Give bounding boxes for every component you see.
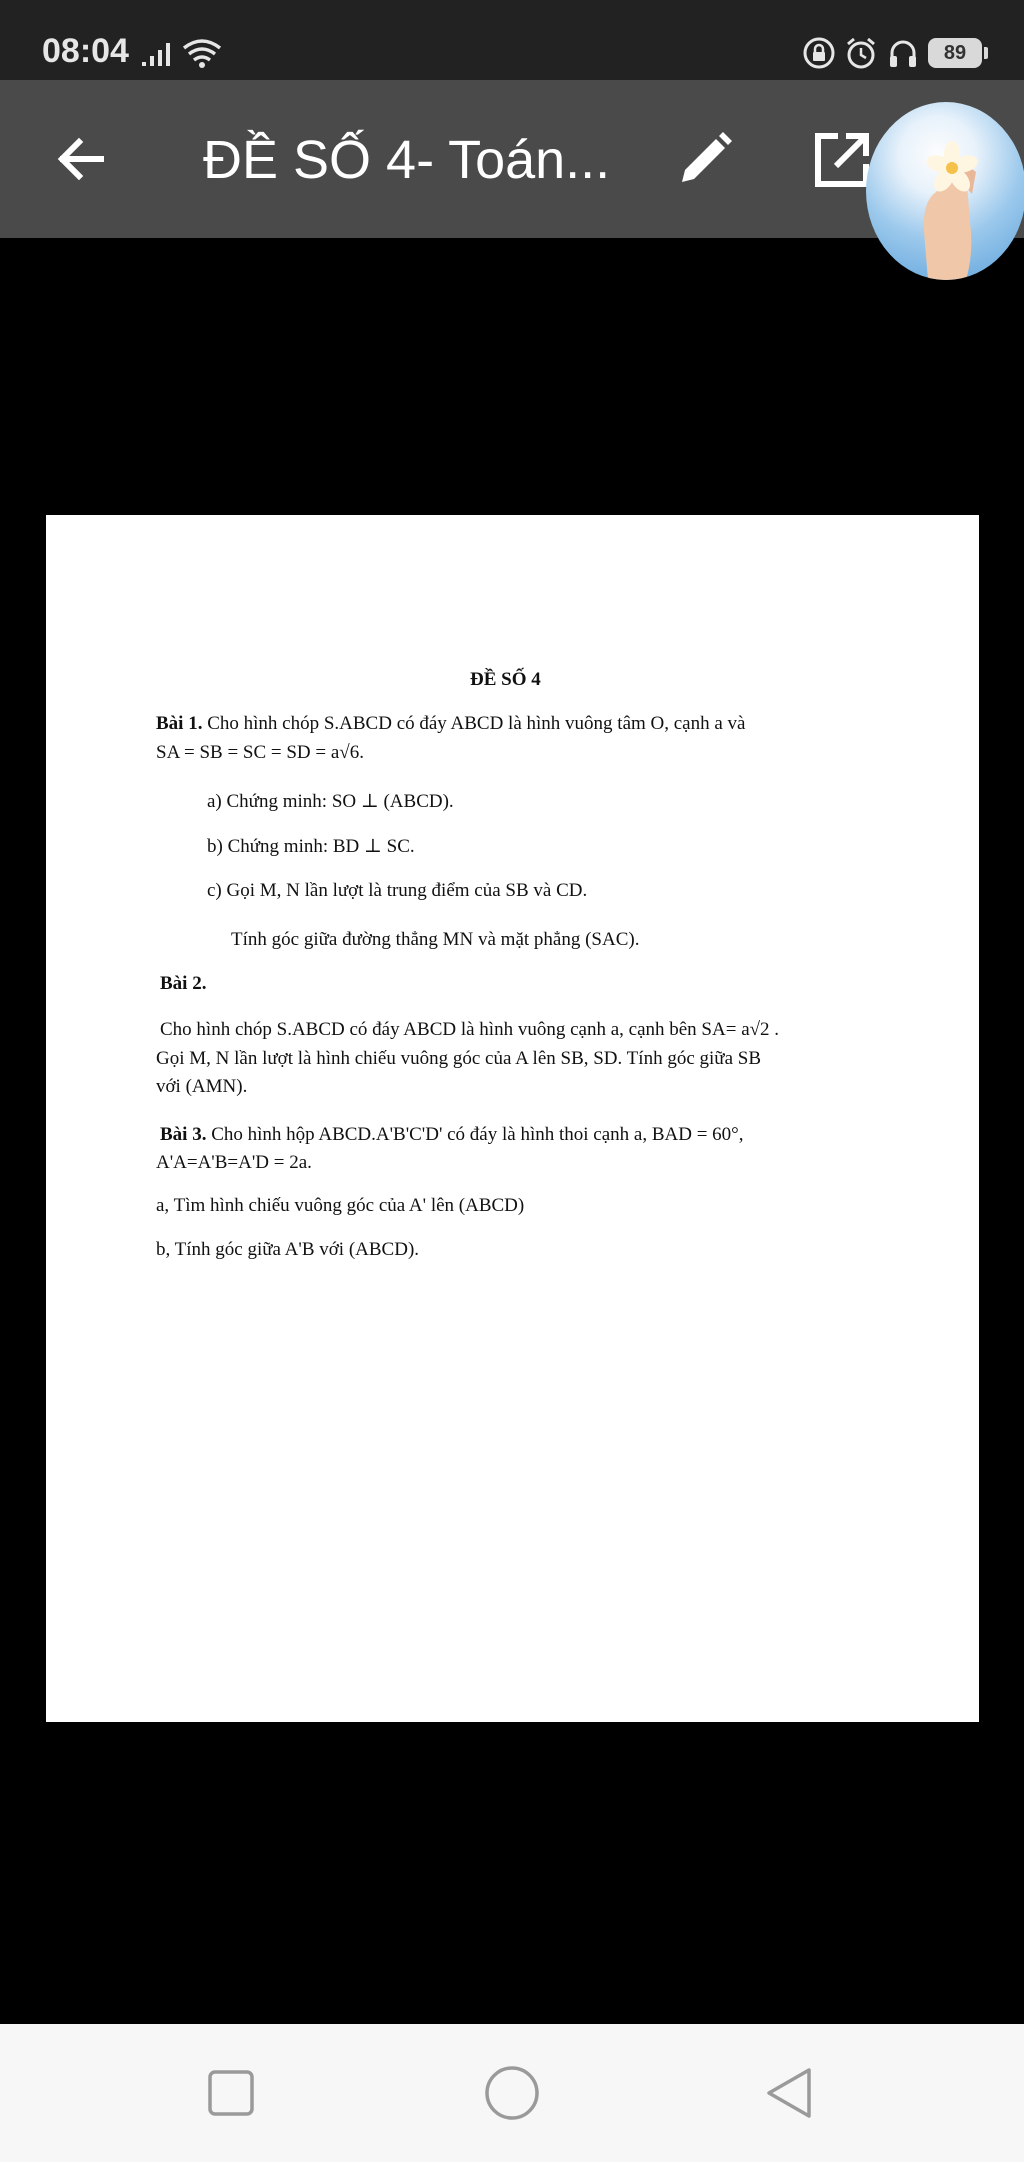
back-button[interactable] [46, 124, 116, 194]
bai2-line1: Cho hình chóp S.ABCD có đáy ABCD là hình vuông cạnh a, cạnh bên SA= a√2 . [160, 1019, 780, 1040]
bai2-label: Bài 2. [160, 973, 207, 994]
wifi-icon [180, 36, 224, 70]
edit-button[interactable] [672, 128, 736, 192]
page-heading: ĐỀ SỐ 4 [470, 669, 541, 690]
lock-rotation-icon [802, 36, 836, 70]
headphones-icon [886, 36, 920, 70]
bai3-part-b: b, Tính góc giữa A'B với (ABCD). [156, 1239, 420, 1260]
status-indicators [802, 36, 982, 70]
bai3-line1 [160, 1124, 744, 1146]
document-page[interactable] [46, 515, 979, 1722]
bai1-line2: SA = SB = SC = SD = a√6. [156, 742, 364, 763]
recent-apps-button[interactable] [198, 2060, 264, 2126]
home-button[interactable] [479, 2060, 545, 2126]
open-external-button[interactable] [810, 128, 874, 192]
bai3-line2: A'A=A'B=A'D = 2a. [156, 1152, 312, 1173]
signal-icon [140, 38, 176, 68]
bai1-part-c: c) Gọi M, N lần lượt là trung điểm của SB và CD. [207, 880, 588, 901]
bai1-part-b: b) Chứng minh: BD ⊥ SC. [207, 836, 415, 857]
system-nav-bar [0, 2024, 1024, 2162]
bai1-text: Cho hình chóp S.ABCD có đáy ABCD là hình vuông tâm O, cạnh a và [207, 713, 746, 734]
bai1-part-c-question: Tính góc giữa đường thẳng MN và mặt phẳng (SAC). [231, 929, 640, 950]
status-bar [0, 0, 1024, 80]
bai3-label: Bài 3. [160, 1124, 207, 1145]
bai2-line2: Gọi M, N lần lượt là hình chiếu vuông góc của A lên SB, SD. Tính góc giữa SB [156, 1048, 762, 1069]
back-nav-button[interactable] [757, 2060, 823, 2126]
alarm-icon [844, 36, 878, 70]
battery-indicator: 89 [928, 38, 982, 68]
bai2-line3: với (AMN). [156, 1076, 248, 1097]
bai1-line1 [156, 713, 745, 735]
avatar[interactable] [866, 102, 1024, 280]
status-time: 08:04 [42, 32, 129, 70]
bai3-text: Cho hình hộp ABCD.A'B'C'D' có đáy là hình thoi cạnh a, BAD = 60°, [211, 1124, 744, 1145]
arrow-left-icon [53, 131, 109, 187]
bai1-part-a: a) Chứng minh: SO ⊥ (ABCD). [207, 791, 454, 812]
bai3-part-a: a, Tìm hình chiếu vuông góc của A' lên (ABCD) [156, 1195, 525, 1216]
document-title: ĐỀ SỐ 4- Toán... [203, 130, 611, 190]
flower-hand-icon [866, 102, 1024, 280]
bai1-label: Bài 1. [156, 713, 203, 734]
